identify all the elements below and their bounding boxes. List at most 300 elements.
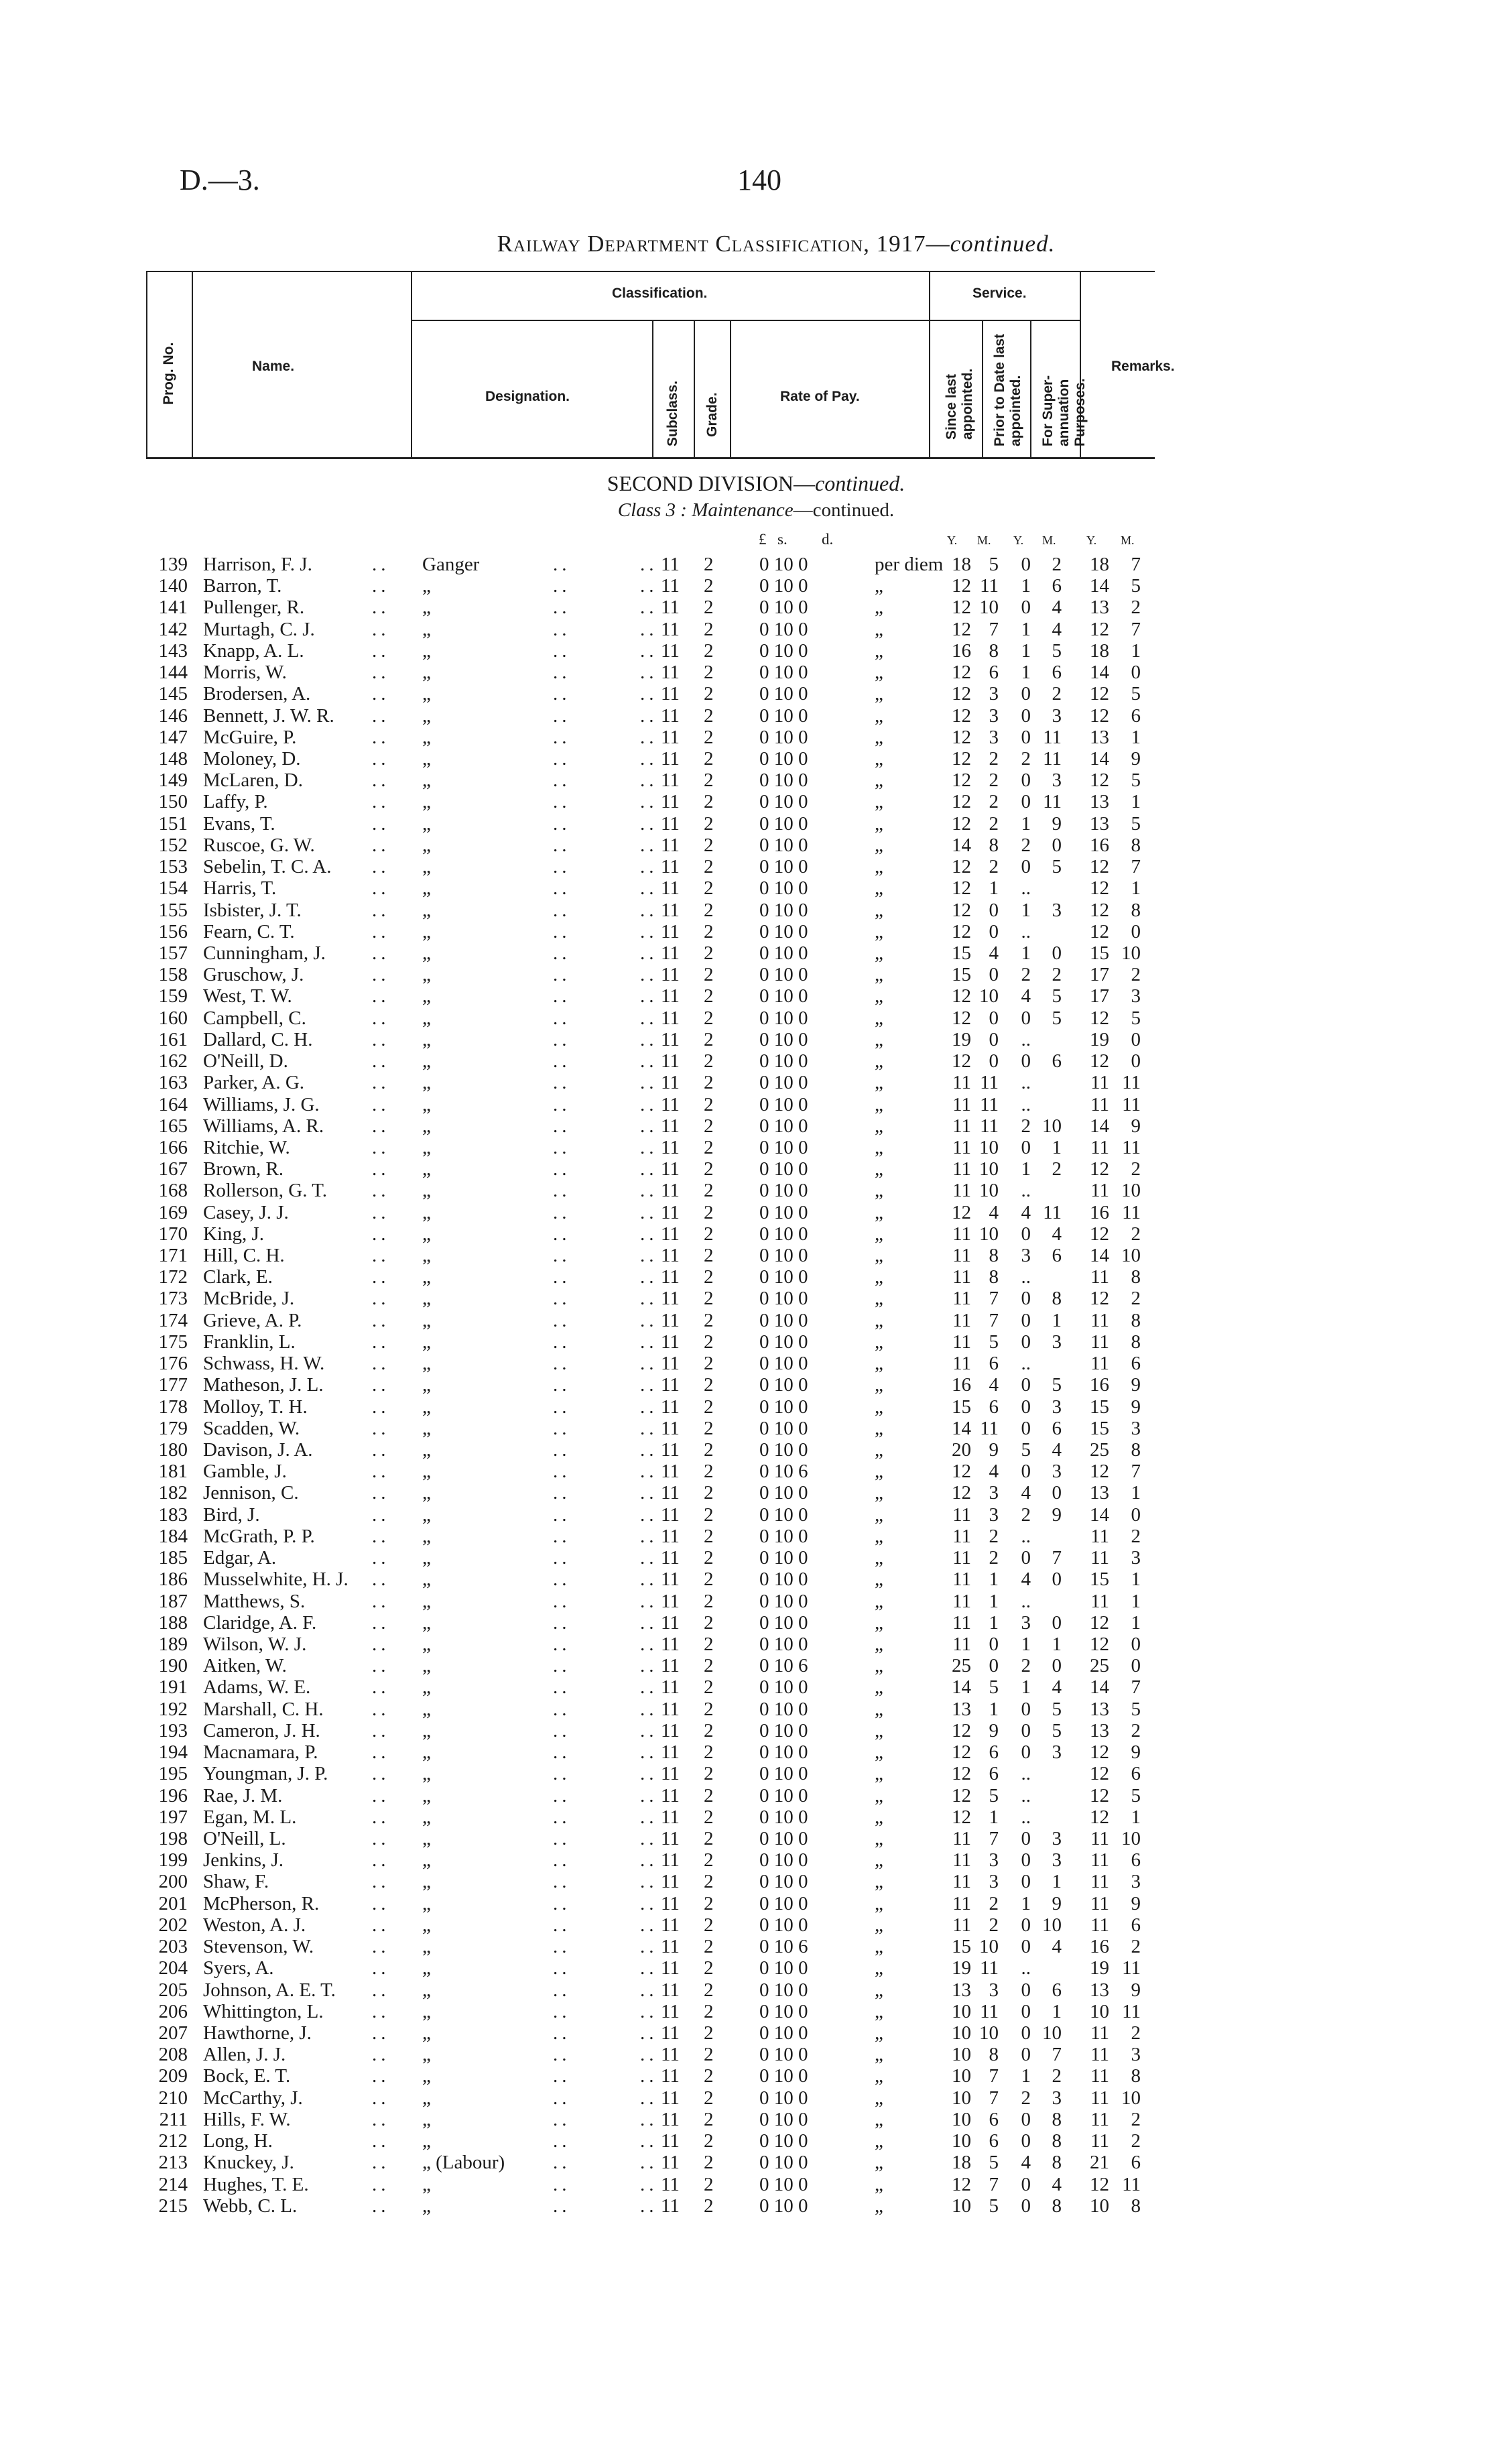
super-months: 0: [1131, 662, 1141, 684]
prior-years: 4: [1021, 2152, 1031, 2174]
designation: „: [422, 964, 431, 986]
super-months: 1: [1131, 726, 1141, 748]
prog-no: 169: [158, 1201, 188, 1223]
leader-dots: ..: [640, 2000, 658, 2022]
prior-years: 0: [1021, 1698, 1031, 1720]
prior-years: 4: [1021, 1201, 1031, 1223]
prog-no: 150: [158, 791, 188, 813]
super-months: 1: [1131, 1482, 1141, 1504]
since-months: 10: [979, 1180, 999, 1202]
super-months: 8: [1131, 899, 1141, 921]
prog-no: 154: [158, 877, 188, 900]
rate-period: „: [875, 985, 883, 1007]
super-years: 11: [1090, 2130, 1109, 2152]
leader-dots: ..: [372, 683, 390, 705]
since-years: 12: [952, 1763, 971, 1785]
grade: 2: [704, 1482, 714, 1504]
staff-name: Brown, R.: [203, 1158, 284, 1180]
leader-dots: ..: [640, 1028, 658, 1050]
leader-dots: ..: [553, 856, 571, 878]
rate-of-pay: 0 10 0: [759, 683, 808, 705]
rate-of-pay: 0 10 0: [759, 1136, 808, 1158]
rate-period: „: [875, 2044, 883, 2066]
since-months: 7: [989, 2173, 999, 2195]
staff-name: Egan, M. L.: [203, 1806, 297, 1828]
subclass: 11: [661, 942, 680, 964]
leader-dots: ..: [640, 554, 658, 575]
subclass: 11: [661, 1223, 680, 1245]
since-months: 2: [989, 812, 999, 835]
staff-name: Syers, A.: [203, 1957, 274, 1979]
subclass: 11: [661, 1957, 680, 1979]
since-years: 19: [952, 1957, 971, 1979]
prior-months: 0: [1052, 1611, 1062, 1634]
subclass: 11: [661, 1439, 680, 1461]
leader-dots: ..: [640, 1741, 658, 1764]
prior-years: 1: [1021, 812, 1031, 835]
since-months: 1: [989, 1569, 999, 1591]
leader-dots: ..: [372, 554, 390, 575]
designation: „: [422, 856, 431, 878]
prior-years: 0: [1021, 1719, 1031, 1741]
super-months: 10: [1121, 2087, 1141, 2109]
leader-dots: ..: [553, 1504, 571, 1526]
rate-period: „: [875, 1892, 883, 1914]
leader-dots: ..: [372, 1374, 390, 1396]
prior-years: 0: [1021, 1331, 1031, 1353]
leader-dots: ..: [553, 1417, 571, 1439]
class-suffix: —continued.: [793, 499, 895, 521]
staff-name: Gamble, J.: [203, 1461, 287, 1483]
designation: „: [422, 683, 431, 705]
rate-of-pay: 0 10 0: [759, 1698, 808, 1720]
prog-no: 212: [158, 2130, 188, 2152]
rate-period: „: [875, 1461, 883, 1483]
since-years: 10: [952, 2044, 971, 2066]
since-years: 10: [952, 2022, 971, 2044]
leader-dots: ..: [553, 1719, 571, 1741]
prog-no: 182: [158, 1482, 188, 1504]
subclass: 11: [661, 856, 680, 878]
leader-dots: ..: [372, 1957, 390, 1979]
designation: „: [422, 2173, 431, 2195]
prior-months: 8: [1052, 2195, 1062, 2217]
designation: „: [422, 770, 431, 792]
rate-of-pay: 0 10 0: [759, 1396, 808, 1418]
leader-dots: ..: [372, 1158, 390, 1180]
rate-of-pay: 0 10 0: [759, 1676, 808, 1699]
staff-name: Musselwhite, H. J.: [203, 1569, 349, 1591]
prior-months: 8: [1052, 1288, 1062, 1310]
staff-name: Edgar, A.: [203, 1547, 277, 1569]
since-months: 7: [989, 2065, 999, 2087]
since-years: 11: [952, 1245, 971, 1267]
rate-period: „: [875, 834, 883, 856]
subclass: 11: [661, 1093, 680, 1115]
rate-period: „: [875, 618, 883, 640]
grade: 2: [704, 2152, 714, 2174]
rate-of-pay: 0 10 0: [759, 704, 808, 727]
since-months: 6: [989, 1396, 999, 1418]
since-months: 11: [980, 1957, 999, 1979]
super-months: 11: [1122, 2173, 1141, 2195]
prior-years: 0: [1021, 726, 1031, 748]
super-months: 5: [1131, 1784, 1141, 1806]
since-months: 0: [989, 1050, 999, 1072]
prior-months: 0: [1052, 1482, 1062, 1504]
prior-years: 0: [1021, 856, 1031, 878]
prior-months: 9: [1052, 1892, 1062, 1914]
unit-months-since: M.: [977, 534, 991, 547]
leader-dots: ..: [372, 1525, 390, 1547]
since-months: 2: [989, 856, 999, 878]
prior-months: 2: [1052, 683, 1062, 705]
staff-name: Cameron, J. H.: [203, 1719, 320, 1741]
since-months: 9: [989, 1439, 999, 1461]
rate-period: „: [875, 1115, 883, 1137]
leader-dots: ..: [640, 2065, 658, 2087]
designation: „: [422, 1806, 431, 1828]
rate-period: „: [875, 1827, 883, 1849]
rate-period: „: [875, 1072, 883, 1094]
grade: 2: [704, 920, 714, 942]
since-months: 6: [989, 2130, 999, 2152]
staff-name: Bennett, J. W. R.: [203, 704, 334, 727]
leader-dots: ..: [553, 1547, 571, 1569]
super-months: 10: [1121, 1180, 1141, 1202]
prog-no: 166: [158, 1136, 188, 1158]
prog-no: 161: [158, 1028, 188, 1050]
leader-dots: ..: [640, 1676, 658, 1699]
leader-dots: ..: [553, 2044, 571, 2066]
designation-header: Designation.: [485, 389, 570, 404]
leader-dots: ..: [553, 2000, 571, 2022]
grade: 2: [704, 1266, 714, 1288]
leader-dots: ..: [553, 2108, 571, 2130]
staff-name: Hughes, T. E.: [203, 2173, 309, 2195]
super-months: 11: [1122, 2000, 1141, 2022]
leader-dots: ..: [640, 1719, 658, 1741]
leader-dots: ..: [553, 747, 571, 770]
super-months: 2: [1131, 1525, 1141, 1547]
prog-no: 208: [158, 2044, 188, 2066]
rate-period: „: [875, 747, 883, 770]
since-years: 11: [952, 1634, 971, 1655]
leader-dots: ..: [372, 597, 390, 619]
staff-name: Franklin, L.: [203, 1331, 296, 1353]
class-heading: [0, 499, 1512, 522]
since-years: 16: [952, 639, 971, 662]
leader-dots: ..: [372, 964, 390, 986]
since-years: 11: [952, 1525, 971, 1547]
subclass: 11: [661, 1979, 680, 2001]
leader-dots: ..: [640, 618, 658, 640]
staff-name: Knuckey, J.: [203, 2152, 294, 2174]
grade: 2: [704, 856, 714, 878]
since-months: 2: [989, 747, 999, 770]
designation: „: [422, 1028, 431, 1050]
grade: 2: [704, 1093, 714, 1115]
subclass: 11: [661, 704, 680, 727]
since-months: 3: [989, 1849, 999, 1872]
subclass: 11: [661, 1482, 680, 1504]
prior-years: 0: [1021, 1936, 1031, 1958]
leader-dots: ..: [553, 639, 571, 662]
rate-of-pay: 0 10 0: [759, 1525, 808, 1547]
super-months: 8: [1131, 834, 1141, 856]
super-years: 11: [1090, 1590, 1109, 1612]
leader-dots: ..: [553, 1849, 571, 1872]
leader-dots: ..: [553, 812, 571, 835]
prior-months: 3: [1052, 1461, 1062, 1483]
designation: „: [422, 1676, 431, 1699]
unit-years-since: Y.: [947, 534, 958, 547]
rate-period: „: [875, 2195, 883, 2217]
prior-months: 3: [1052, 899, 1062, 921]
staff-name: Weston, A. J.: [203, 1914, 306, 1936]
rate-of-pay: 0 10 0: [759, 1374, 808, 1396]
rate-of-pay: 0 10 0: [759, 2022, 808, 2044]
leader-dots: ..: [372, 1784, 390, 1806]
rate-period: „: [875, 2000, 883, 2022]
grade: 2: [704, 1439, 714, 1461]
rate-of-pay: 0 10 0: [759, 1007, 808, 1029]
leader-dots: ..: [640, 1396, 658, 1418]
super-years: 15: [1090, 942, 1109, 964]
rate-of-pay: 0 10 0: [759, 1266, 808, 1288]
super-months: 5: [1131, 812, 1141, 835]
super-years: 10: [1090, 2000, 1109, 2022]
staff-name: Gruschow, J.: [203, 964, 304, 986]
super-months: 11: [1122, 1136, 1141, 1158]
prior-months: 10: [1042, 2022, 1062, 2044]
leader-dots: ..: [372, 1223, 390, 1245]
staff-name: Fearn, C. T.: [203, 920, 295, 942]
designation: „: [422, 1741, 431, 1764]
rate-of-pay: 0 10 0: [759, 1158, 808, 1180]
since-years: 12: [952, 2173, 971, 2195]
leader-dots: ..: [553, 554, 571, 575]
leader-dots: ..: [640, 704, 658, 727]
rate-of-pay: 0 10 0: [759, 791, 808, 813]
prior-years: 1: [1021, 899, 1031, 921]
since-months: 6: [989, 1353, 999, 1375]
subclass: 11: [661, 1288, 680, 1310]
since-years: 11: [952, 1180, 971, 1202]
since-years: 12: [952, 662, 971, 684]
rate-period: „: [875, 575, 883, 597]
rate-of-pay: 0 10 0: [759, 1439, 808, 1461]
prior-years: 4: [1021, 1569, 1031, 1591]
designation: „: [422, 2195, 431, 2217]
designation: „: [422, 985, 431, 1007]
since-years: 12: [952, 726, 971, 748]
leader-dots: ..: [553, 726, 571, 748]
prior-years: ..: [1021, 1784, 1031, 1806]
leader-dots: ..: [640, 1266, 658, 1288]
prior-months: 6: [1052, 1050, 1062, 1072]
rate-period: „: [875, 1784, 883, 1806]
leader-dots: ..: [553, 1655, 571, 1677]
grade: 2: [704, 1784, 714, 1806]
super-years: 11: [1090, 1309, 1109, 1331]
rate-period: „: [875, 1158, 883, 1180]
since-months: 10: [979, 1158, 999, 1180]
super-years: 12: [1090, 920, 1109, 942]
designation: „: [422, 1180, 431, 1202]
subclass: 11: [661, 575, 680, 597]
rate-period: „: [875, 1180, 883, 1202]
leader-dots: ..: [640, 1417, 658, 1439]
super-months: 3: [1131, 1417, 1141, 1439]
leader-dots: ..: [372, 1072, 390, 1094]
subclass: 11: [661, 985, 680, 1007]
prior-months: 2: [1052, 964, 1062, 986]
prior-months: 11: [1043, 726, 1062, 748]
prior-months: 2: [1052, 1158, 1062, 1180]
leader-dots: ..: [640, 1784, 658, 1806]
leader-dots: ..: [640, 1569, 658, 1591]
leader-dots: ..: [640, 985, 658, 1007]
rate-period: „: [875, 2022, 883, 2044]
leader-dots: ..: [553, 2065, 571, 2087]
staff-name: Harris, T.: [203, 877, 277, 900]
grade: 2: [704, 2065, 714, 2087]
leader-dots: ..: [640, 1353, 658, 1375]
rate-period: „: [875, 1979, 883, 2001]
since-years: 14: [952, 1676, 971, 1699]
rate-of-pay: 0 10 0: [759, 1028, 808, 1050]
rate-period: „: [875, 770, 883, 792]
grade: 2: [704, 770, 714, 792]
super-months: 8: [1131, 2065, 1141, 2087]
super-years: 11: [1090, 1331, 1109, 1353]
designation: „: [422, 1936, 431, 1958]
since-years: 19: [952, 1028, 971, 1050]
staff-name: Rollerson, G. T.: [203, 1180, 328, 1202]
since-years: 18: [952, 2152, 971, 2174]
designation: „: [422, 1504, 431, 1526]
leader-dots: ..: [553, 1266, 571, 1288]
leader-dots: ..: [640, 2044, 658, 2066]
designation: „: [422, 1482, 431, 1504]
since-months: 7: [989, 618, 999, 640]
super-years: 14: [1090, 662, 1109, 684]
prior-years: 2: [1021, 2087, 1031, 2109]
since-months: 4: [989, 1374, 999, 1396]
prior-months: 5: [1052, 985, 1062, 1007]
since-months: 1: [989, 1590, 999, 1612]
leader-dots: ..: [553, 2022, 571, 2044]
subclass: 11: [661, 1676, 680, 1699]
grade: 2: [704, 1072, 714, 1094]
super-months: 5: [1131, 683, 1141, 705]
super-months: 9: [1131, 747, 1141, 770]
super-years: 12: [1090, 618, 1109, 640]
rate-of-pay: 0 10 0: [759, 662, 808, 684]
grade: 2: [704, 1396, 714, 1418]
grade: 2: [704, 1914, 714, 1936]
leader-dots: ..: [372, 899, 390, 921]
super-years: 13: [1090, 597, 1109, 619]
prior-months: 5: [1052, 1719, 1062, 1741]
rate-of-pay: 0 10 0: [759, 1763, 808, 1785]
super-years: 11: [1090, 1093, 1109, 1115]
staff-name: Rae, J. M.: [203, 1784, 283, 1806]
rate-period: „: [875, 2152, 883, 2174]
subclass: 11: [661, 726, 680, 748]
subclass-header: Subclass.: [665, 380, 680, 446]
rate-of-pay: 0 10 0: [759, 1482, 808, 1504]
super-years: 12: [1090, 2173, 1109, 2195]
designation: „: [422, 1417, 431, 1439]
remarks-header: Remarks.: [1111, 359, 1175, 374]
leader-dots: ..: [640, 899, 658, 921]
since-months: 10: [979, 2022, 999, 2044]
leader-dots: ..: [372, 1676, 390, 1699]
prior-months: 5: [1052, 639, 1062, 662]
leader-dots: ..: [553, 662, 571, 684]
since-years: 10: [952, 2195, 971, 2217]
leader-dots: ..: [553, 597, 571, 619]
super-years: 11: [1090, 2108, 1109, 2130]
prior-months: 1: [1052, 1871, 1062, 1893]
designation: „: [422, 1007, 431, 1029]
subclass: 11: [661, 1914, 680, 1936]
prior-years: 1: [1021, 942, 1031, 964]
prog-no: 159: [158, 985, 188, 1007]
grade: 2: [704, 1331, 714, 1353]
leader-dots: ..: [372, 1309, 390, 1331]
rate-period: „: [875, 1547, 883, 1569]
super-years: 12: [1090, 1223, 1109, 1245]
rate-period: „: [875, 2173, 883, 2195]
super-months: 5: [1131, 575, 1141, 597]
grade: 2: [704, 1634, 714, 1655]
staff-name: Dallard, C. H.: [203, 1028, 313, 1050]
grade: 2: [704, 1892, 714, 1914]
since-years: 12: [952, 877, 971, 900]
super-years: 15: [1090, 1396, 1109, 1418]
super-years: 11: [1090, 1871, 1109, 1893]
super-years: 13: [1090, 1719, 1109, 1741]
leader-dots: ..: [640, 1698, 658, 1720]
since-years: 16: [952, 1374, 971, 1396]
leader-dots: ..: [553, 1698, 571, 1720]
leader-dots: ..: [640, 1309, 658, 1331]
leader-dots: ..: [640, 1849, 658, 1872]
prior-months: 6: [1052, 662, 1062, 684]
staff-name: Isbister, J. T.: [203, 899, 302, 921]
since-months: 2: [989, 1914, 999, 1936]
prior-years: 2: [1021, 964, 1031, 986]
grade-header: Grade.: [704, 392, 720, 437]
grade: 2: [704, 1007, 714, 1029]
prog-no: 192: [158, 1698, 188, 1720]
super-years: 12: [1090, 1158, 1109, 1180]
super-years: 12: [1090, 1611, 1109, 1634]
subclass: 11: [661, 1028, 680, 1050]
prior-years: ..: [1021, 920, 1031, 942]
subclass: 11: [661, 597, 680, 619]
designation: „: [422, 1525, 431, 1547]
leader-dots: ..: [372, 1936, 390, 1958]
subclass: 11: [661, 1417, 680, 1439]
leader-dots: ..: [372, 2087, 390, 2109]
grade: 2: [704, 1374, 714, 1396]
since-years: 10: [952, 2108, 971, 2130]
rate-of-pay: 0 10 0: [759, 964, 808, 986]
